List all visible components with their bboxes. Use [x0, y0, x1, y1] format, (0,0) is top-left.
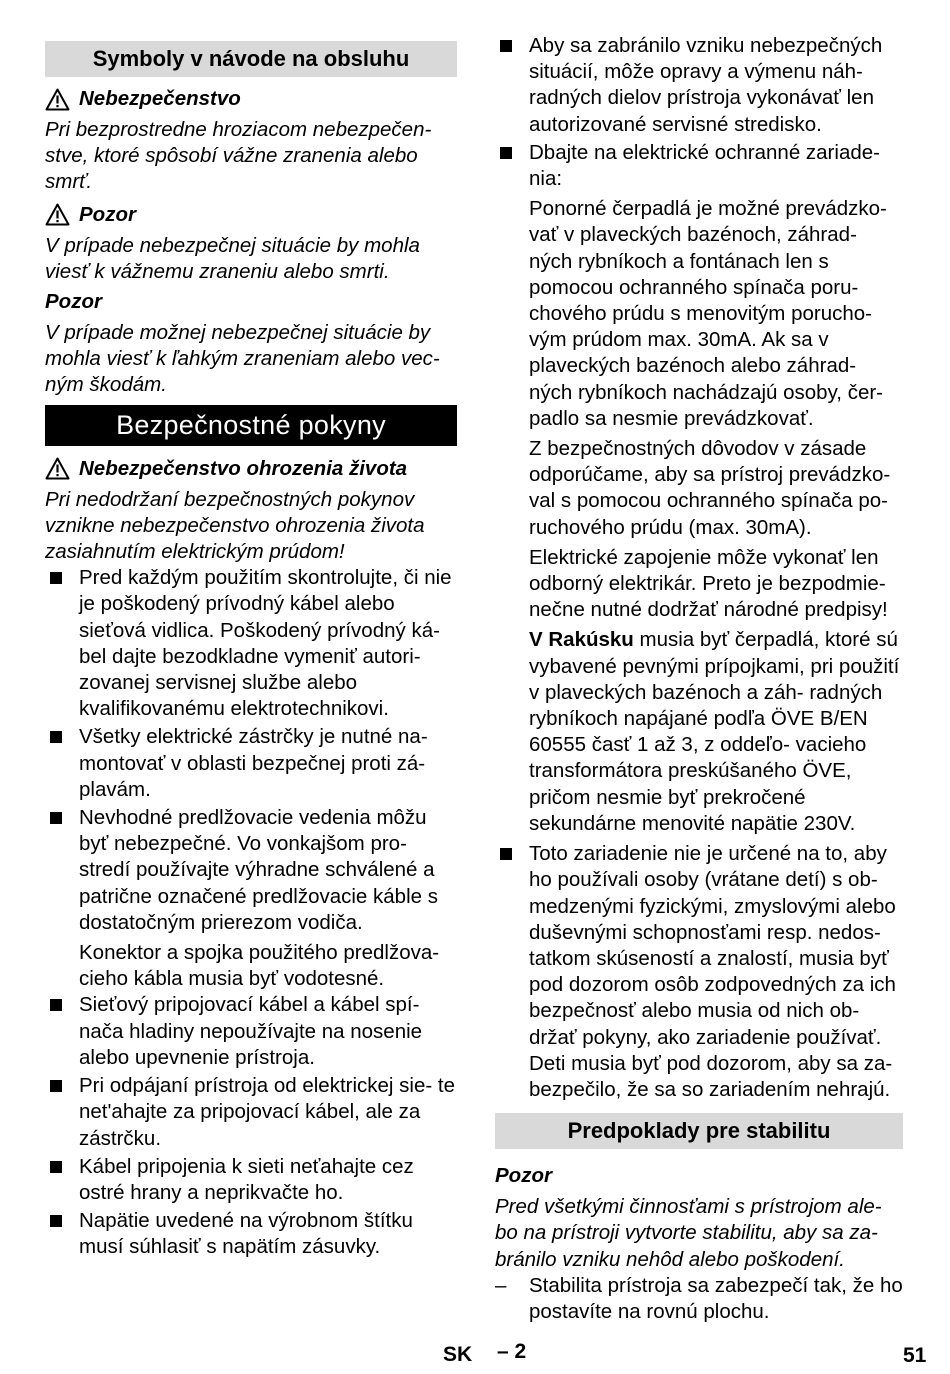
- list-item: [45, 805, 457, 936]
- list-item-text: Pred každým použitím skontrolujte, či nie je poškodený prívodný kábel alebo sieťová vidlica. Poškodený prívodný ká- bel dajte bezodkladne vymeniť autori- zovanej servisnej službe alebo kvalifikovanému elektrotechnikovi.: [79, 566, 452, 721]
- list-item-continuation: Ponorné čerpadlá je možné prevádzko- vať v plaveckých bazénoch, záhrad- ných rybníkoch a fontánach len s pomocou ochranného spínača poru- chového prúdu s menovitým porucho- vým prúdom max. 30mA. Ak sa v plaveckých bazénoch alebo záhrad- ných rybníkoch nachádzajú osoby, čer- padlo sa nesmie prevádzkovať.: [529, 197, 887, 430]
- bullet-square-icon: [50, 1161, 62, 1173]
- list-item: [495, 33, 903, 138]
- bullet-square-icon: [50, 731, 62, 743]
- list-item-continuation: Z bezpečnostných dôvodov v zásade odporúčame, aby sa prístroj prevádzko- val s pomocou ochranného spínača po- ruchového prúdu (max. 30mA).: [529, 437, 891, 539]
- bullet-square-icon: [50, 1080, 62, 1092]
- list-item-text: Dbajte na elektrické ochranné zariade- nia:: [529, 140, 880, 191]
- footer-language: SK: [443, 1343, 473, 1366]
- bullet-square-icon: [50, 812, 62, 824]
- list-item: [495, 140, 903, 192]
- list-item-text: Aby sa zabránilo vzniku nebezpečných situácií, môže opravy a výmenu náh- radných dielov prístroja vykonávať len autorizované servisné stredisko.: [529, 34, 883, 136]
- list-item-text: Všetky elektrické zástrčky je nutné na- montovať v oblasti bezpečnej proti zá- plavám.: [79, 725, 428, 801]
- warning-triangle-icon: [45, 457, 70, 480]
- danger-heading: [45, 86, 457, 112]
- dash-bullet-icon: –: [495, 1273, 507, 1297]
- section-heading-symbols: Symboly v návode na obsluhu: [45, 41, 457, 77]
- bullet-square-icon: [50, 999, 62, 1011]
- list-item: [45, 565, 457, 722]
- danger-text: Pri bezprostredne hroziacom nebezpečen- stve, ktoré spôsobí vážne zranenia alebo smrť.: [45, 118, 432, 194]
- list-item-text: Napätie uvedené na výrobnom štítku musí súhlasiť s napätím zásuvky.: [79, 1209, 413, 1259]
- caution-title-plain: Pozor: [45, 290, 102, 314]
- country-emphasis: V Rakúsku: [529, 628, 634, 652]
- section-heading-safety: Bezpečnostné pokyny: [45, 405, 457, 446]
- page-number: 51: [903, 1344, 927, 1367]
- caution-text-minor: V prípade možnej nebezpečnej situácie by mohla viesť k ľahkým zraneniam alebo vec- ným škodám.: [45, 321, 440, 397]
- list-item-continuation: Elektrické zapojenie môže vykonať len odborný elektrikár. Preto je bezpodmie- nečne nutné dodržať národné predpisy!: [529, 545, 888, 622]
- austria-rule-text: musia byť čerpadlá, ktoré sú vybavené pevnými prípojkami, pri použití v plaveckých bazénoch a záh- radných rybníkoch napájané podľa ÖVE B/EN 60555 časť 1 až 3, z oddeľo- vacieho transformátora preskúšaného ÖVE, pričom nesmie byť prekročené sekundárne menovité napätie 230V.: [529, 628, 900, 835]
- list-item: [45, 992, 457, 1071]
- list-item-text: Stabilita prístroja sa zabezpečí tak, že ho postavíte na rovnú plochu.: [529, 1273, 903, 1323]
- list-item: [495, 1273, 903, 1325]
- bullet-square-icon: [500, 147, 512, 159]
- warning-triangle-icon: [45, 88, 70, 111]
- list-item: [495, 841, 903, 1103]
- list-item: [45, 724, 457, 803]
- list-item: [45, 1154, 457, 1206]
- warning-triangle-icon: [45, 203, 70, 226]
- list-item: [45, 1208, 457, 1260]
- left-column: [45, 33, 457, 1263]
- right-column: [495, 33, 903, 1327]
- list-item-text: Kábel pripojenia k sieti neťahajte cez ostré hrany a neprikvačte ho.: [79, 1154, 414, 1204]
- life-danger-heading: [45, 456, 457, 482]
- list-item-text: Pri odpájaní prístroja od elektrickej sie- te net'ahajte za pripojovací kábel, ale za zástrčku.: [79, 1074, 456, 1150]
- caution-title-plain: Pozor: [495, 1164, 552, 1188]
- list-item-continuation: Konektor a spojka použitého predlžova- cieho kábla musia byť vodotesné.: [79, 941, 440, 991]
- list-item-text: Nevhodné predlžovacie vedenia môžu byť nebezpečné. Vo vonkajšom pro- stredí používajte výhradne schválené a patrične označené predlžovacie káble s dostatočným prierezom vodiča.: [79, 806, 438, 934]
- section-heading-stability: Predpoklady pre stabilitu: [495, 1113, 903, 1149]
- list-item: [45, 1073, 457, 1152]
- bullet-square-icon: [50, 1215, 62, 1227]
- bullet-square-icon: [50, 572, 62, 584]
- life-danger-title: Nebezpečenstvo ohrozenia života: [79, 456, 408, 480]
- list-item-text: Sieťový pripojovací kábel a kábel spí- nača hladiny nepoužívajte na nosenie alebo upevnenie prístroja.: [79, 993, 423, 1069]
- bullet-square-icon: [500, 40, 512, 52]
- danger-title: Nebezpečenstvo: [79, 87, 241, 110]
- caution-text: V prípade nebezpečnej situácie by mohla viesť k vážnemu zraneniu alebo smrti.: [45, 233, 420, 283]
- list-item-continuation: [495, 627, 903, 837]
- caution-text: Pred všetkými činnosťami s prístrojom ale- bo na prístroji vytvorte stabilitu, aby sa za- bránilo vzniku nehôd alebo poškodení.: [495, 1195, 882, 1271]
- life-danger-text: Pri nedodržaní bezpečnostných pokynov vznikne nebezpečenstvo ohrozenia života zasiahnutím elektrickým prúdom!: [45, 487, 425, 564]
- caution-heading: [45, 202, 457, 228]
- bullet-square-icon: [500, 848, 512, 860]
- list-item-text: Toto zariadenie nie je určené na to, aby ho používali osoby (vrátane detí) s ob- medzenými fyzickými, zmyslovými alebo duševnými schopnosťami resp. nedos- tatkom skúseností a znalostí, musia byť pod dozorom osôb zodpovedných za ich bezpečnosť alebo musia od nich ob- držať pokyny, ako zariadenie používať. Deti musia byť pod dozorom, aby sa za- bezpečilo, že sa so zariadením nehrajú.: [529, 842, 896, 1101]
- caution-title: Pozor: [79, 202, 136, 226]
- footer-section-number: – 2: [497, 1340, 527, 1363]
